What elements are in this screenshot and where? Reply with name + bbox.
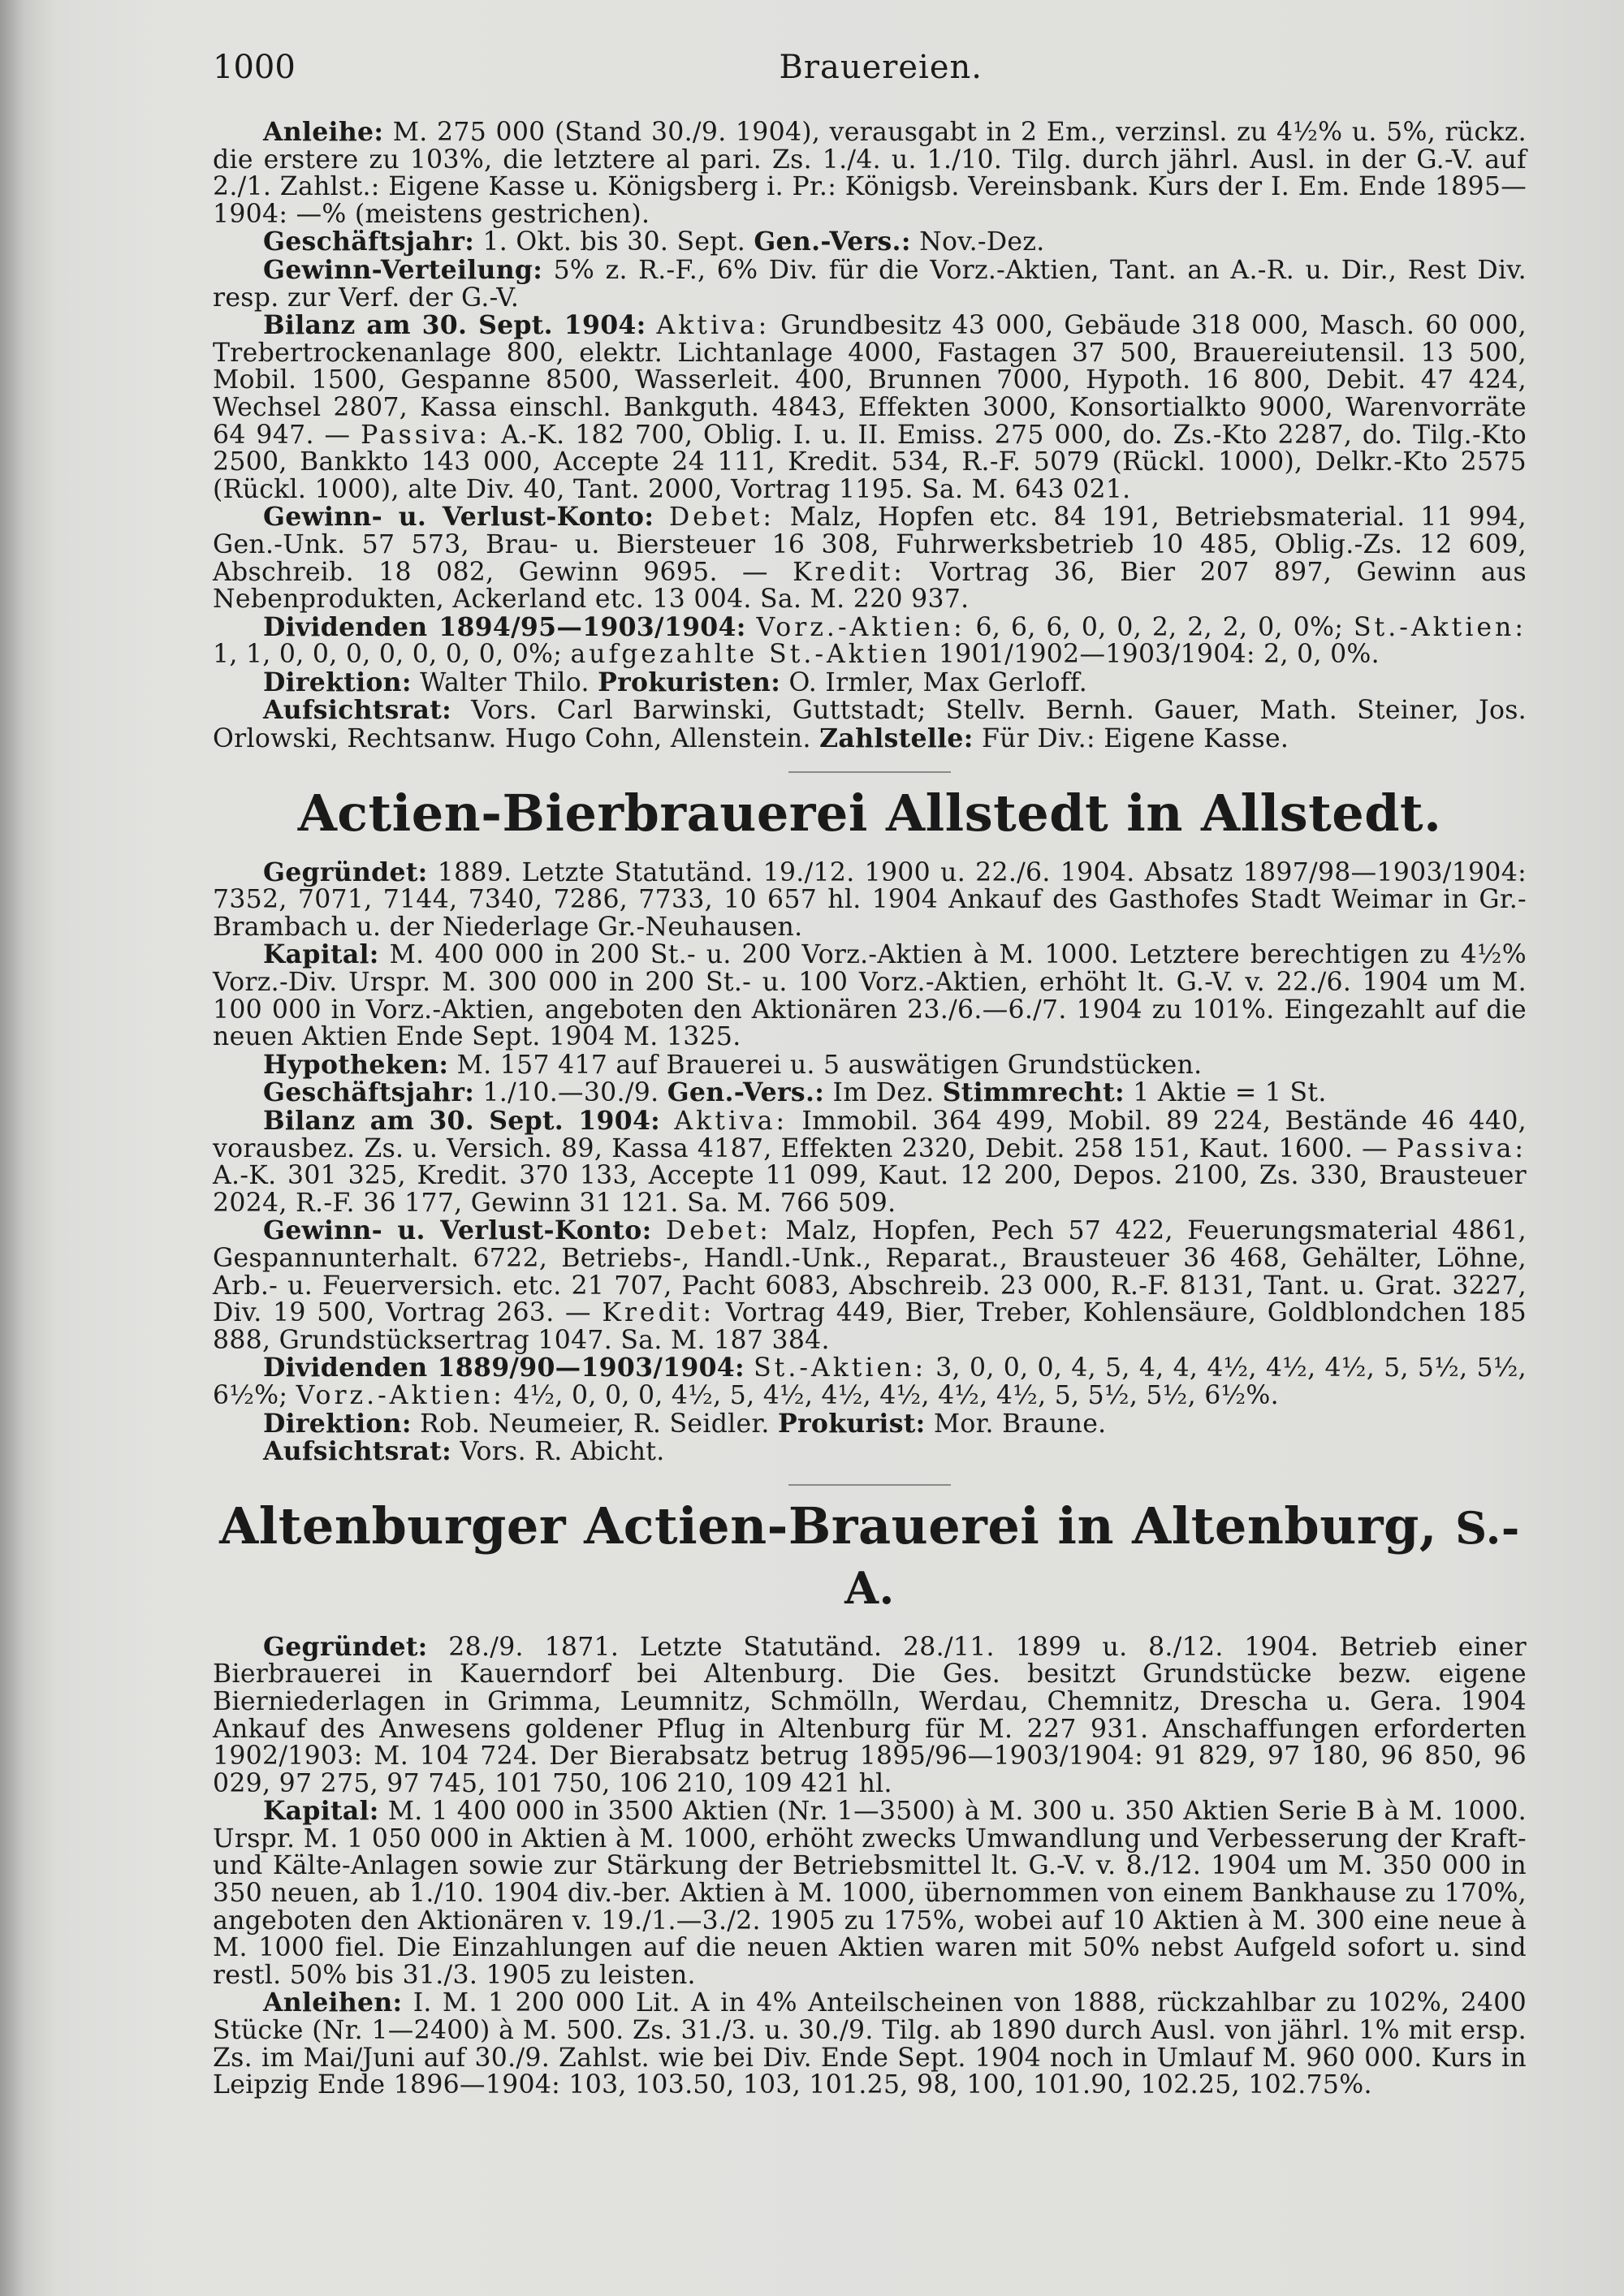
text-aufsichtsrat: Vors. Carl Barwinski, Guttstadt; Stellv. Bernh. Gauer, Math. Steiner, Jos. Orlowski, Rechtsanw. Hugo Cohn, Allenstein. [213, 696, 1527, 754]
text-aufsichtsrat: Vors. R. Abicht. [460, 1437, 665, 1467]
label-anleihe: Anleihe: [263, 117, 384, 147]
paragraph-geschaeftsjahr [213, 1079, 1527, 1107]
entry-title [213, 1497, 1527, 1617]
label-aufsichtsrat: Aufsichtsrat: [263, 695, 452, 726]
label-dividenden: Dividenden 1894/95—1903/1904: [263, 611, 746, 642]
paragraph-bilanz [213, 1107, 1527, 1217]
label-gegruendet: Gegründet: [263, 1631, 428, 1662]
page-header [213, 49, 1527, 86]
label-aufsichtsrat: Aufsichtsrat: [263, 1436, 452, 1467]
label-aufgezahlte: aufgezahlte St.-Aktien [570, 640, 931, 670]
entry-allstedt [213, 784, 1527, 1466]
label-bilanz: Bilanz am 30. Sept. 1904: [263, 1106, 661, 1136]
label-kredit: Kredit: [602, 1298, 715, 1328]
text-anleihe: M. 275 000 (Stand 30./9. 1904), verausgabt in 2 Em., verzinsl. zu 4½% u. 5%, rückz. die erstere zu 103%, die letztere al pari. Zs. 1./4. u. 1./10. Tilg. durch jährl. Ausl. in der G.-V. auf 2./1. Zahlst.: Eigene Kasse u. Königsberg i. Pr.: Königsb. Vereinsbank. Kurs der I. Em. Ende 1895—1904: —% (meistens gestrichen). [213, 118, 1527, 229]
paragraph-anleihe [213, 119, 1527, 228]
text-st-aktien: 1, 1, 0, 0, 0, 0, 0, 0, 0, 0%; [213, 640, 563, 670]
paragraph-gewinn-verteilung [213, 254, 1527, 313]
label-kredit: Kredit: [793, 557, 905, 587]
label-vorz-aktien: Vorz.-Aktien: [756, 612, 965, 642]
section-divider [788, 1484, 951, 1486]
text-direktion: Walter Thilo. [420, 667, 590, 697]
paragraph-gegruendet [213, 1631, 1527, 1798]
label-st-aktien: St.-Aktien: [1353, 612, 1527, 642]
entry-title-main: Altenburger Actien-Brauerei in Altenburg, [219, 1495, 1437, 1556]
section-divider [788, 771, 951, 773]
text-geschaeftsjahr: 1./10.—30./9. [482, 1078, 659, 1108]
entry-altenburg [213, 1497, 1527, 2100]
text-st-aktien: 3, 0, 0, 0, 4, 5, 4, 4, 4½, 4½, 4½, 5, 5½, 5½, 6½%; [213, 1353, 1527, 1410]
label-geschaeftsjahr: Geschäftsjahr: [263, 227, 475, 257]
label-gegruendet: Gegründet: [263, 857, 428, 887]
paragraph-anleihen [213, 1989, 1527, 2099]
label-bilanz: Bilanz am 30. Sept. 1904: [263, 310, 646, 341]
label-dividenden: Dividenden 1889/90—1903/1904: [263, 1353, 745, 1383]
text-prokurist: Mor. Braune. [933, 1409, 1107, 1439]
label-kapital: Kapital: [263, 1796, 379, 1827]
entry-title: Actien-Bierbrauerei Allstedt in Allstedt. [297, 783, 1442, 843]
label-direktion: Direktion: [263, 1408, 412, 1439]
label-gen-vers: Gen.-Vers.: [667, 1077, 825, 1108]
text-anleihen: I. M. 1 200 000 Lit. A in 4% Anteilscheinen von 1888, rückzahlbar zu 102%, 2400 Stücke (Nr. 1—2400) à M. 500. Zs. 31./3. u. 30./9. Tilg. ab 1890 durch Ausl. von jährl. 1% mit ersp. Zs. im Mai/Juni auf 30./9. Zahlst. wie bei Div. Ende Sept. 1904 noch in Umlauf M. 960 000. Kurs in Leipzig Ende 1896—1904: 103, 103.50, 103, 101.25, 98, 100, 101.90, 102.25, 102.75%. [213, 1988, 1527, 2100]
text-stimmrecht: 1 Aktie = 1 St. [1133, 1078, 1327, 1108]
text-aktiva: Grundbesitz 43 000, Gebäude 318 000, Masch. 60 000, Trebertrockenanlage 800, elektr. Lichtanlage 4000, Fastagen 37 500, Brauereiutensil. 13 500, Mobil. 1500, Gespanne 8500, Wasserleit. 400, Brunnen 7000, Hypoth. 16 800, Debit. 47 424, Wechsel 2807, Kassa einschl. Bankguth. 4843, Effekten 3000, Konsortialkto 9000, Warenvorräte 64 947. — [213, 311, 1527, 450]
entry-title-suffix: S.-A. [844, 1501, 1520, 1614]
label-aktiva: Aktiva: [674, 1107, 788, 1136]
text-zahlstelle: Für Div.: Eigene Kasse. [981, 724, 1289, 754]
paragraph-direktion [213, 1410, 1527, 1439]
text-vorz-aktien: 6, 6, 6, 0, 0, 2, 2, 2, 0, 0%; [975, 612, 1344, 642]
label-zahlstelle: Zahlstelle: [819, 723, 974, 754]
text-kapital: M. 1 400 000 in 3500 Aktien (Nr. 1—3500) à M. 300 u. 350 Aktien Serie B à M. 1000. Urspr. M. 1 050 000 in Aktien à M. 1000, erhöht zwecks Umwandlung und Verbesserung der Kraft- und Kälte-Anlagen sowie zur Stärkung der Betriebsmittel lt. G.-V. v. 8./12. 1904 um M. 350 000 in 350 neuen, ab 1./10. 1904 div.-ber. Aktien à M. 1000, übernommen von einem Bankhause zu 170%, angeboten den Aktionären v. 19./1.—3./2. 1905 zu 175%, wobei auf 10 Aktien à M. 300 eine neue à M. 1000 fiel. Die Einzahlungen auf die neuen Aktien waren mit 50% nebst Aufgeld sofort u. sind restl. 50% bis 31./3. 1905 zu leisten. [213, 1797, 1527, 1990]
paragraph-hypotheken [213, 1051, 1527, 1080]
paragraph-gegruendet [213, 859, 1527, 942]
label-kapital: Kapital: [263, 939, 379, 970]
label-gewinn-verteilung: Gewinn-Verteilung: [263, 254, 543, 285]
label-debet: Debet: [669, 503, 775, 533]
paragraph-kapital [213, 1798, 1527, 1989]
text-vorz-aktien: 4½, 0, 0, 0, 4½, 5, 4½, 4½, 4½, 4½, 4½, 5, 5½, 5½, 6½%. [513, 1380, 1279, 1410]
entry-continued [213, 119, 1527, 753]
paragraph-aufsichtsrat [213, 697, 1527, 753]
paragraph-geschaeftsjahr [213, 228, 1527, 257]
label-guv: Gewinn- u. Verlust-Konto: [263, 502, 654, 533]
text-gen-vers: Nov.-Dez. [919, 227, 1045, 257]
text-debet: Malz, Hopfen, Pech 57 422, Feuerungsmaterial 4861, Gespannunterhalt. 6722, Betriebs-, Handl.-Unk., Reparat., Brausteuer 36 468, Gehälter, Löhne, Arb.- u. Feuerversich. etc. 21 707, Pacht 6083, Abschreib. 23 000, R.-F. 8131, Tant. u. Grat. 3227, Div. 19 500, Vortrag 263. — [213, 1216, 1527, 1328]
label-stimmrecht: Stimmrecht: [942, 1077, 1125, 1108]
paragraph-guv [213, 503, 1527, 613]
text-aufgezahlte: 1901/1902—1903/1904: 2, 0, 0%. [938, 640, 1380, 670]
label-guv: Gewinn- u. Verlust-Konto: [263, 1215, 652, 1246]
label-passiva: Passiva: [1396, 1133, 1527, 1163]
text-passiva: A.-K. 301 325, Kredit. 370 133, Accepte 11 099, Kaut. 12 200, Depos. 2100, Zs. 330, Brausteuer 2024, R.-F. 36 177, Gewinn 31 121. Sa. M. 766 509. [213, 1161, 1527, 1218]
paragraph-direktion [213, 669, 1527, 697]
paragraph-aufsichtsrat [213, 1438, 1527, 1466]
text-gegruendet: 1889. Letzte Statutänd. 19./12. 1900 u. 22./6. 1904. Absatz 1897/98—1903/1904: 7352, 7071, 7144, 7340, 7286, 7733, 10 657 hl. 1904 Ankauf des Gasthofes Stadt Weimar in Gr.-Brambach u. der Niederlage Gr.-Neuhausen. [213, 857, 1527, 942]
text-debet: Malz, Hopfen etc. 84 191, Betriebsmaterial. 11 994, Gen.-Unk. 57 573, Brau- u. Biersteuer 16 308, Fuhrwerksbetrieb 10 485, Oblig.-Zs. 12 609, Abschreib. 18 082, Gewinn 9695. — [213, 503, 1527, 587]
text-kredit: Vortrag 36, Bier 207 897, Gewinn aus Nebenprodukten, Ackerland etc. 13 004. Sa. M. 220 937. [213, 557, 1527, 615]
label-prokuristen: Prokuristen: [598, 667, 781, 697]
text-passiva: A.-K. 182 700, Oblig. I. u. II. Emiss. 275 000, do. Zs.-Kto 2287, do. Tilg.-Kto 2500, Bankkto 143 000, Accepte 24 111, Kredit. 534, R.-F. 5079 (Rückl. 1000), Delkr.-Kto 2575 (Rückl. 1000), alte Div. 40, Tant. 2000, Vortrag 1195. Sa. M. 643 021. [213, 420, 1527, 504]
text-aktiva: Immobil. 364 499, Mobil. 89 224, Bestände 46 440, vorausbez. Zs. u. Versich. 89, Kassa 4187, Effekten 2320, Debit. 258 151, Kaut. 1600. — [213, 1107, 1527, 1163]
running-title: Brauereien. [779, 49, 983, 86]
paragraph-bilanz [213, 312, 1527, 503]
text-geschaeftsjahr: 1. Okt. bis 30. Sept. [482, 227, 746, 257]
label-gen-vers: Gen.-Vers.: [754, 227, 911, 257]
page-number: 1000 [213, 49, 296, 86]
text-gen-vers: Im Dez. [832, 1078, 935, 1108]
text-kredit: Vortrag 449, Bier, Treber, Kohlensäure, Goldblondchen 185 888, Grundstücksertrag 1047. Sa. M. 187 384. [213, 1298, 1527, 1355]
paragraph-guv [213, 1217, 1527, 1354]
label-hypotheken: Hypotheken: [263, 1049, 449, 1080]
label-st-aktien: St.-Aktien: [754, 1353, 927, 1383]
text-kapital: M. 400 000 in 200 St.- u. 200 Vorz.-Aktien à M. 1000. Letztere berechtigen zu 4½% Vorz.-Div. Urspr. M. 300 000 in 200 St.- u. 100 Vorz.-Aktien, erhöht lt. G.-V. v. 22./6. 1904 um M. 100 000 in Vorz.-Aktien, angeboten den Aktionären 23./6.—6./7. 1904 zu 101%. Eingezahlt auf die neuen Aktien Ende Sept. 1904 M. 1325. [213, 940, 1527, 1052]
label-vorz-aktien: Vorz.-Aktien: [296, 1380, 505, 1410]
label-anleihen: Anleihen: [263, 1987, 403, 2018]
text-direktion: Rob. Neumeier, R. Seidler. [420, 1409, 770, 1439]
label-aktiva: Aktiva: [656, 311, 771, 341]
label-passiva: Passiva: [361, 420, 491, 450]
page-content [213, 49, 1527, 2100]
text-prokuristen: O. Irmler, Max Gerloff. [788, 667, 1088, 697]
text-gegruendet: 28./9. 1871. Letzte Statutänd. 28./11. 1899 u. 8./12. 1904. Betrieb einer Bierbrauerei in Kauerndorf bei Altenburg. Die Ges. besitzt Grundstücke bezw. eigene Bierniederlagen in Grimma, Leumnitz, Schmölln, Werdau, Chemnitz, Drescha u. Gera. 1904 Ankauf des Anwesens goldener Pflug in Altenburg für M. 227 931. Anschaffungen erforderten 1902/1903: M. 104 724. Der Bierabsatz betrug 1895/96—1903/1904: 91 829, 97 180, 96 850, 96 029, 97 275, 97 745, 101 750, 106 210, 109 421 hl. [213, 1632, 1527, 1798]
text-hypotheken: M. 157 417 auf Brauerei u. 5 auswätigen Grundstücken. [456, 1050, 1203, 1080]
label-debet: Debet: [665, 1216, 771, 1246]
label-direktion: Direktion: [263, 667, 412, 697]
paragraph-dividenden [213, 611, 1527, 670]
paragraph-kapital [213, 941, 1527, 1051]
label-prokurist: Prokurist: [778, 1408, 926, 1439]
text-gewinn-verteilung: 5% z. R.-F., 6% Div. für die Vorz.-Aktien, Tant. an A.-R. u. Dir., Rest Div. resp. zur Verf. der G.-V. [213, 255, 1527, 313]
paragraph-dividenden [213, 1354, 1527, 1409]
label-geschaeftsjahr: Geschäftsjahr: [263, 1077, 475, 1108]
